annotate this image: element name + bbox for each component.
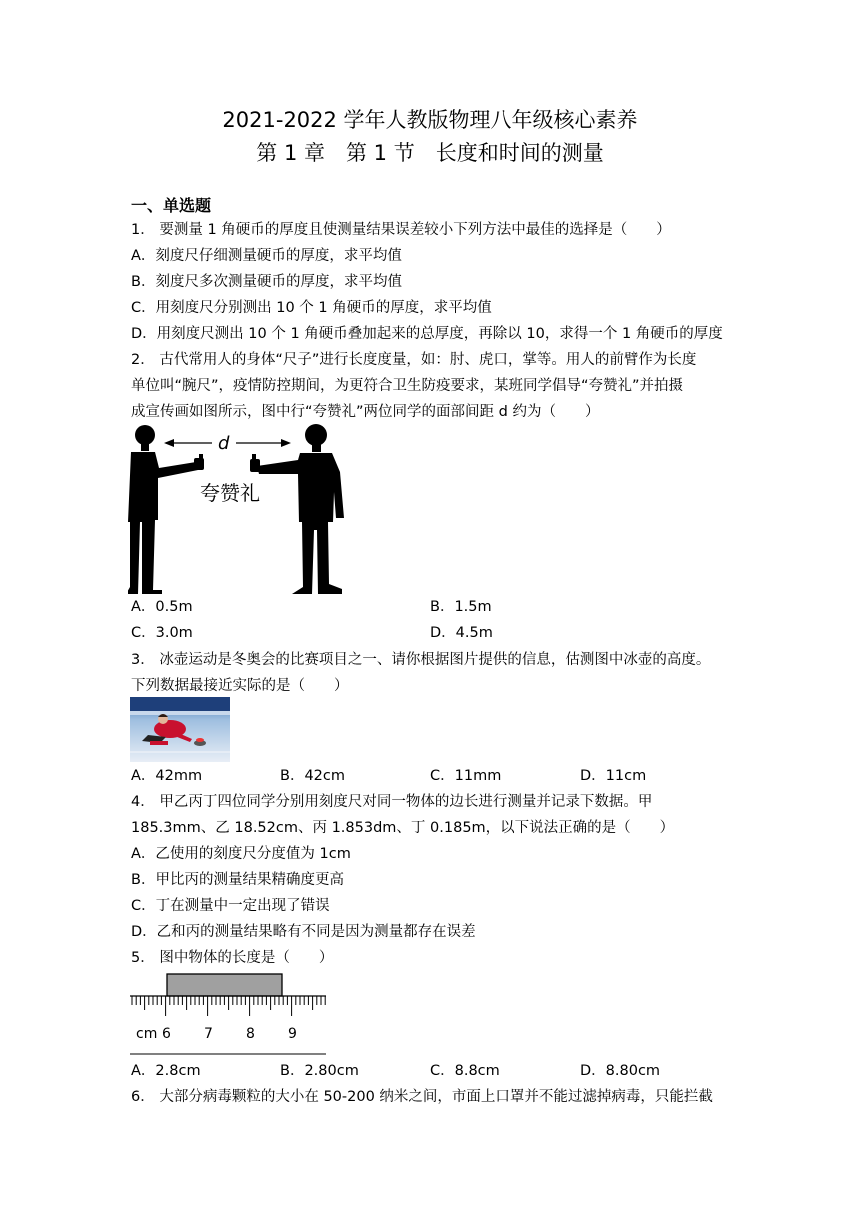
question-4-option-a: A．乙使用的刻度尺分度值为 1cm: [131, 846, 351, 862]
measured-object: [167, 974, 282, 996]
page-title-line-1: 2021-2022 学年人教版物理八年级核心素养: [222, 108, 638, 132]
question-2-option-d: D．4.5m: [430, 625, 493, 641]
right-person-silhouette: [250, 424, 344, 594]
question-6-stem: 6． 大部分病毒颗粒的大小在 50-200 纳米之间，市面上口罩并不能过滤掉病毒，只能拦截: [131, 1089, 713, 1105]
question-3-option-b: B．42cm: [280, 768, 345, 784]
question-2-stem-line-2: 单位叫“腕尺”，疫情防控期间，为更符合卫生防疫要求，某班同学倡导“夸赞礼”并拍摄: [131, 378, 684, 394]
curling-photo: [130, 697, 230, 762]
question-2-stem-line-3: 成宣传画如图所示，图中行“夸赞礼”两位同学的面部间距 d 约为（ ）: [131, 404, 600, 420]
section-heading: 一、单选题: [131, 196, 212, 215]
question-4-stem-line-2: 185.3mm、乙 18.52cm、丙 1.853dm、丁 0.185m，以下说法正确的是（ ）: [131, 820, 675, 836]
figure-caption: 夸赞礼: [200, 481, 260, 505]
question-3-option-d: D．11cm: [580, 768, 647, 784]
question-3-stem-line-1: 3． 冰壶运动是冬奥会的比赛项目之一、请你根据图片提供的信息，估测图中冰壶的高度。: [131, 652, 711, 668]
ruler-unit-label: cm: [136, 1026, 158, 1042]
question-5-stem: 5． 图中物体的长度是（ ）: [131, 950, 334, 966]
ruler-tick-label-8: 8: [246, 1026, 255, 1042]
question-2-option-b: B．1.5m: [430, 599, 492, 615]
question-1-option-d: D．用刻度尺测出 10 个 1 角硬币叠加起来的总厚度，再除以 10，求得一个 1 角硬币的厚度: [131, 326, 723, 342]
question-2-stem-line-1: 2． 古代常用人的身体“尺子”进行长度度量，如：肘、虎口，掌等。用人的前臂作为长度: [131, 352, 697, 368]
thumbs-up-greeting-figure: [128, 422, 356, 594]
question-4-option-b: B．甲比丙的测量结果精确度更高: [131, 872, 344, 888]
ruler-tick-label-6: 6: [162, 1026, 171, 1042]
question-5-option-a: A．2.8cm: [131, 1063, 201, 1079]
distance-label: d: [218, 433, 230, 454]
question-4-option-c: C．丁在测量中一定出现了错误: [131, 898, 330, 914]
ruler-tick-label-7: 7: [204, 1026, 213, 1042]
question-3-option-c: C．11mm: [430, 768, 502, 784]
question-4-stem-line-1: 4． 甲乙丙丁四位同学分别用刻度尺对同一物体的边长进行测量并记录下数据。甲: [131, 794, 653, 810]
question-3-stem-line-2: 下列数据最接近实际的是（ ）: [131, 678, 349, 694]
ruler-tick-label-9: 9: [288, 1026, 297, 1042]
question-5-option-d: D．8.80cm: [580, 1063, 661, 1079]
question-5-option-b: B．2.80cm: [280, 1063, 359, 1079]
ruler-figure: [130, 972, 330, 1058]
question-2-option-c: C．3.0m: [131, 625, 193, 641]
question-3-option-a: A．42mm: [131, 768, 203, 784]
question-1-option-a: A．刻度尺仔细测量硬币的厚度，求平均值: [131, 248, 402, 264]
left-person-silhouette: [128, 425, 204, 594]
question-1-stem: 1． 要测量 1 角硬币的厚度且使测量结果误差较小下列方法中最佳的选择是（ ）: [131, 222, 671, 238]
question-2-option-a: A．0.5m: [131, 599, 193, 615]
question-4-option-d: D．乙和丙的测量结果略有不同是因为测量都存在误差: [131, 924, 476, 940]
question-1-option-b: B．刻度尺多次测量硬币的厚度，求平均值: [131, 274, 402, 290]
question-1-option-c: C．用刻度尺分别测出 10 个 1 角硬币的厚度，求平均值: [131, 300, 492, 316]
page-title-line-2: 第 1 章 第 1 节 长度和时间的测量: [256, 141, 604, 165]
question-5-option-c: C．8.8cm: [430, 1063, 500, 1079]
